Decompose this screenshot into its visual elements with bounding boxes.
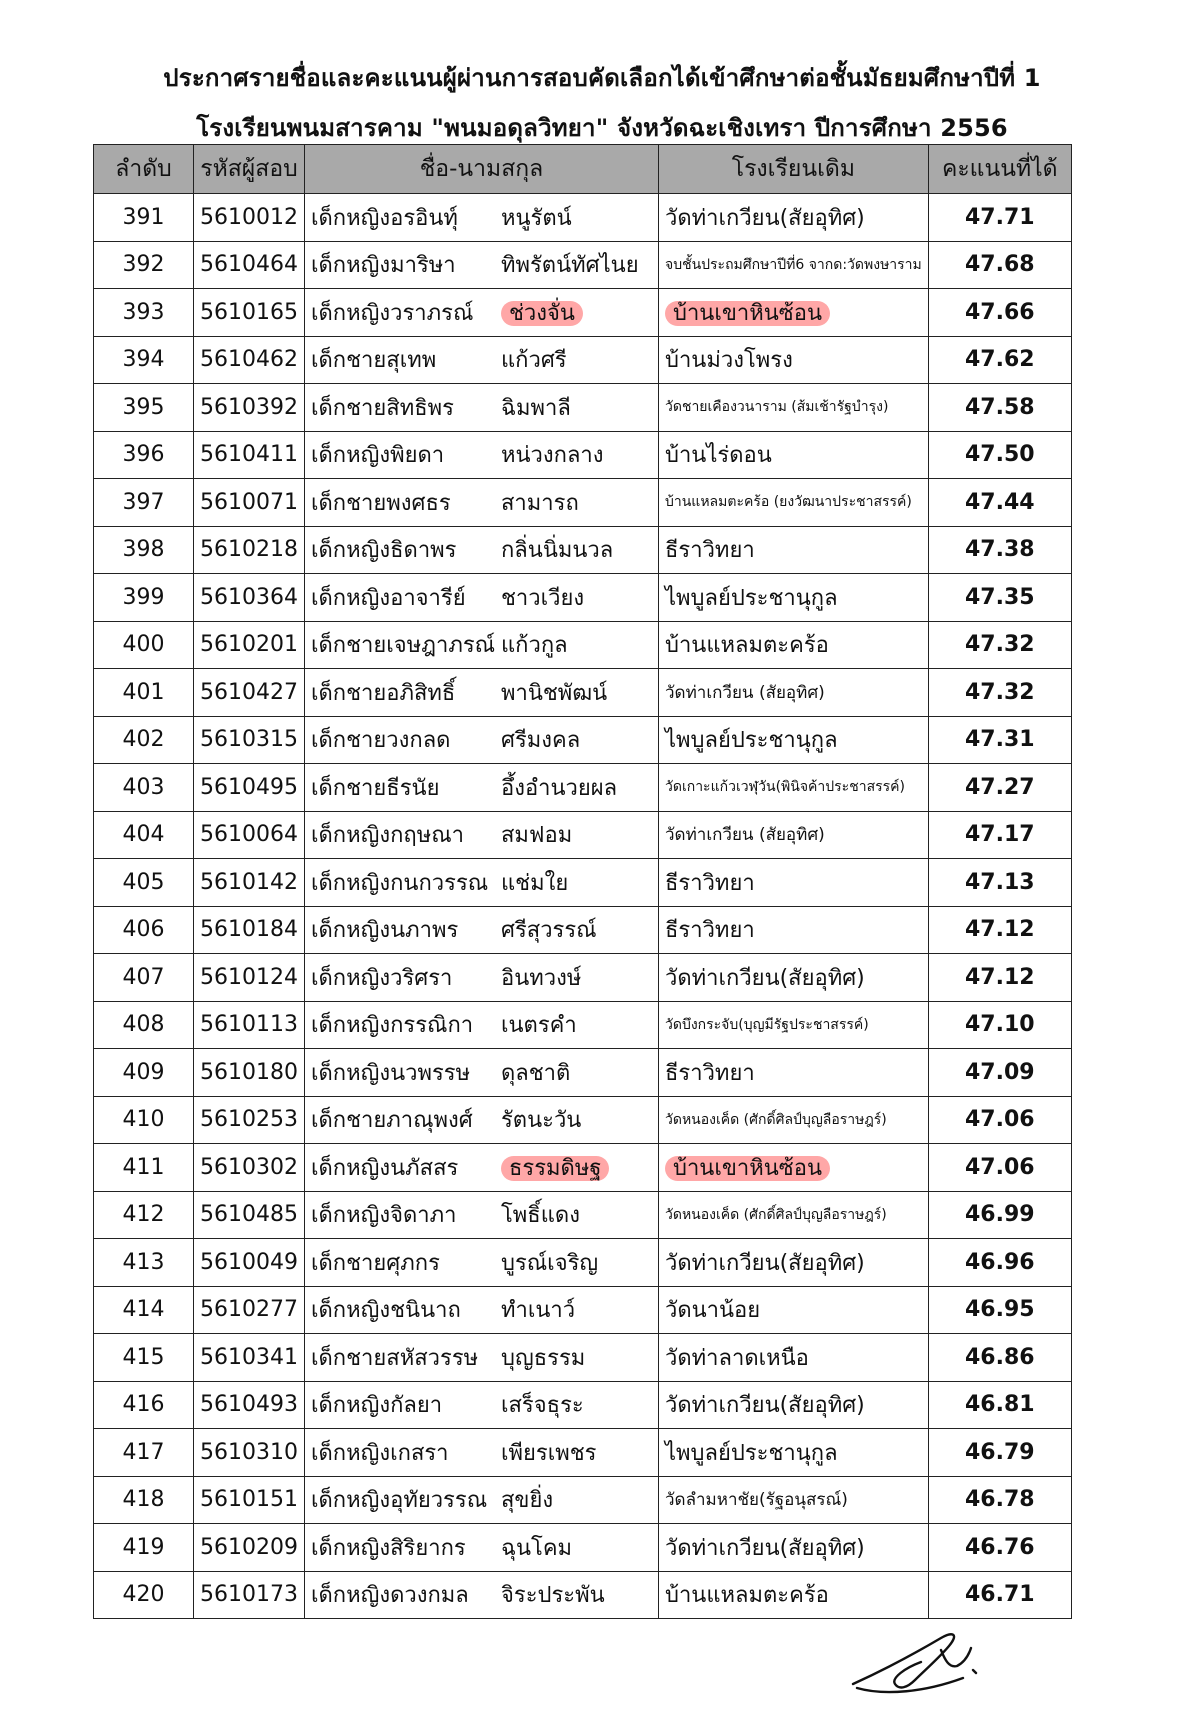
last-name: ดุลชาติ: [500, 1060, 571, 1086]
table-row: [94, 1476, 1072, 1524]
rank-cell: 394: [94, 336, 194, 384]
school-cell: [658, 1334, 928, 1382]
exam-id-cell: 5610427: [194, 669, 305, 717]
name-cell: [304, 1334, 658, 1382]
score-cell: 46.76: [928, 1524, 1071, 1572]
name-cell: [304, 954, 658, 1002]
first-name: เด็กหญิงอรอินทุ์: [310, 205, 458, 231]
header-school: โรงเรียนเดิม: [658, 145, 928, 194]
score-cell: 46.79: [928, 1429, 1071, 1477]
school-name: วัดชายเคืองวนาราม (ส้มเช้ารัฐบำรุง): [664, 399, 889, 416]
name-cell: [304, 859, 658, 907]
last-name: ชาวเวียง: [500, 585, 585, 611]
table-row: [94, 669, 1072, 717]
first-name: เด็กชายศุภกร: [310, 1250, 440, 1276]
exam-id-cell: 5610462: [194, 336, 305, 384]
name-cell: [304, 1381, 658, 1429]
rank-cell: 405: [94, 859, 194, 907]
school-name: วัดนาน้อย: [664, 1298, 761, 1324]
first-name: เด็กหญิงนภัสสร: [310, 1155, 459, 1181]
last-name: พานิชพัฒน์: [500, 680, 608, 706]
exam-id-cell: 5610184: [194, 906, 305, 954]
last-name: ฉุนโคม: [500, 1535, 573, 1561]
exam-id-cell: 5610277: [194, 1286, 305, 1334]
school-cell: [658, 1191, 928, 1239]
rank-cell: 398: [94, 526, 194, 574]
name-cell: [304, 621, 658, 669]
last-name: เนตรคำ: [500, 1013, 577, 1039]
rank-cell: 411: [94, 1144, 194, 1192]
first-name: เด็กหญิงกรรณิกา: [310, 1013, 474, 1039]
page-subtitle: โรงเรียนพนมสารคาม "พนมอดุลวิทยา" จังหวัดฉะเชิงเทรา ปีการศึกษา 2556: [196, 114, 1008, 142]
table-row: [94, 479, 1072, 527]
rank-cell: 417: [94, 1429, 194, 1477]
last-name: อินทวงษ์: [500, 965, 582, 991]
rank-cell: 408: [94, 1001, 194, 1049]
last-name: โพธิ์แดง: [500, 1203, 580, 1229]
first-name: เด็กหญิงเกสรา: [310, 1440, 449, 1466]
first-name: เด็กหญิงพิยดา: [310, 443, 445, 469]
school-name: ธีราวิทยา: [664, 538, 755, 564]
table-row: [94, 526, 1072, 574]
first-name: เด็กชายเจษฎาภรณ์: [310, 633, 496, 659]
first-name: เด็กชายสุเทพ: [310, 348, 437, 374]
table-row: [94, 1286, 1072, 1334]
school-cell: [658, 1144, 928, 1192]
school-cell: [658, 241, 928, 289]
exam-id-cell: 5610064: [194, 811, 305, 859]
exam-id-cell: 5610392: [194, 384, 305, 432]
table-header-row: [94, 145, 1072, 194]
table-row: [94, 1096, 1072, 1144]
first-name: เด็กหญิงกฤษณา: [310, 823, 465, 849]
school-name: บ้านเขาหินซ้อน: [665, 1156, 830, 1181]
exam-id-cell: 5610464: [194, 241, 305, 289]
score-cell: 46.81: [928, 1381, 1071, 1429]
school-name: วัดท่าเกวียน (สัยอุทิศ): [664, 682, 825, 703]
rank-cell: 412: [94, 1191, 194, 1239]
score-cell: 47.35: [928, 574, 1071, 622]
school-cell: [658, 1001, 928, 1049]
school-name: วัดท่าเกวียน(สัยอุทิศ): [664, 205, 865, 231]
header-rank: ลำดับ: [94, 145, 194, 194]
school-cell: [658, 431, 928, 479]
exam-id-cell: 5610411: [194, 431, 305, 479]
last-name: อึ้งอำนวยผล: [500, 775, 618, 801]
exam-id-cell: 5610218: [194, 526, 305, 574]
school-name: วัดลำมหาชัย(รัฐอนุสรณ์): [664, 1490, 848, 1511]
name-cell: [304, 906, 658, 954]
last-name: จิระประพัน: [500, 1583, 605, 1609]
table-row: [94, 1524, 1072, 1572]
last-name: หน่วงกลาง: [500, 443, 604, 469]
score-cell: 47.27: [928, 764, 1071, 812]
school-cell: [658, 574, 928, 622]
first-name: เด็กชายสิทธิพร: [310, 395, 454, 421]
exam-id-cell: 5610173: [194, 1571, 305, 1619]
first-name: เด็กหญิงวราภรณ์: [310, 300, 474, 326]
school-name: วัดท่าเกวียน(สัยอุทิศ): [664, 1250, 865, 1276]
exam-id-cell: 5610142: [194, 859, 305, 907]
rank-cell: 400: [94, 621, 194, 669]
first-name: เด็กหญิงมาริษา: [310, 253, 456, 279]
school-cell: [658, 621, 928, 669]
last-name: ศรีมงคล: [500, 728, 581, 754]
school-cell: [658, 1524, 928, 1572]
school-name: ไพบูลย์ประชานุกูล: [664, 1440, 838, 1466]
school-name: วัดหนองเค็ด (ศักดิ์ศิลป์บุญลือราษฎร์): [664, 1111, 887, 1128]
exam-id-cell: 5610151: [194, 1476, 305, 1524]
exam-id-cell: 5610315: [194, 716, 305, 764]
school-cell: [658, 764, 928, 812]
rank-cell: 420: [94, 1571, 194, 1619]
score-cell: 47.31: [928, 716, 1071, 764]
exam-id-cell: 5610180: [194, 1049, 305, 1097]
school-cell: [658, 1571, 928, 1619]
name-cell: [304, 1001, 658, 1049]
rank-cell: 418: [94, 1476, 194, 1524]
school-cell: [658, 906, 928, 954]
school-name: จบชั้นประถมศึกษาปีที่6 จากด:วัดพงษาราม: [664, 256, 922, 273]
school-name: บ้านแหลมตะคร้อ: [664, 633, 829, 659]
school-name: วัดท่าลาดเหนือ: [664, 1345, 809, 1371]
last-name: สมฟอม: [500, 823, 573, 849]
school-cell: [658, 1096, 928, 1144]
name-cell: [304, 289, 658, 337]
rank-cell: 399: [94, 574, 194, 622]
name-cell: [304, 574, 658, 622]
school-cell: [658, 859, 928, 907]
table-row: [94, 336, 1072, 384]
name-cell: [304, 384, 658, 432]
rank-cell: 401: [94, 669, 194, 717]
name-cell: [304, 526, 658, 574]
last-name: ฉิมพาลี: [500, 395, 571, 421]
table-row: [94, 1001, 1072, 1049]
rank-cell: 396: [94, 431, 194, 479]
name-cell: [304, 1476, 658, 1524]
rank-cell: 413: [94, 1239, 194, 1287]
exam-id-cell: 5610495: [194, 764, 305, 812]
page-title: ประกาศรายชื่อและคะแนนผู้ผ่านการสอบคัดเลือกได้เข้าศึกษาต่อชั้นมัธยมศึกษาปีที่ 1: [163, 64, 1041, 92]
rank-cell: 404: [94, 811, 194, 859]
rank-cell: 395: [94, 384, 194, 432]
table-row: [94, 906, 1072, 954]
rank-cell: 393: [94, 289, 194, 337]
exam-id-cell: 5610341: [194, 1334, 305, 1382]
name-cell: [304, 811, 658, 859]
first-name: เด็กชายภาณุพงศ์: [310, 1108, 473, 1134]
last-name: ทำเนาว์: [500, 1298, 576, 1324]
score-cell: 47.06: [928, 1096, 1071, 1144]
last-name: หนูรัตน์: [500, 205, 572, 231]
last-name: กลิ่นนิ่มนวล: [500, 538, 614, 564]
school-name: วัดท่าเกวียน(สัยอุทิศ): [664, 965, 865, 991]
school-cell: [658, 1476, 928, 1524]
last-name: ทิพรัตน์ทัศไนย: [500, 253, 639, 279]
first-name: เด็กหญิงนวพรรษ: [310, 1060, 471, 1086]
score-cell: 46.71: [928, 1571, 1071, 1619]
name-cell: [304, 1429, 658, 1477]
first-name: เด็กชายธีรนัย: [310, 775, 440, 801]
first-name: เด็กชายสหัสวรรษ: [310, 1345, 479, 1371]
header-exam-id: รหัสผู้สอบ: [194, 145, 305, 194]
name-cell: [304, 336, 658, 384]
first-name: เด็กหญิงชนินาถ: [310, 1298, 461, 1324]
table-row: [94, 954, 1072, 1002]
school-name: บ้านแหลมตะคร้อ (ยงวัฒนาประชาสรรค์): [664, 494, 912, 511]
school-cell: [658, 336, 928, 384]
name-cell: [304, 1144, 658, 1192]
table-row: [94, 241, 1072, 289]
school-cell: [658, 1286, 928, 1334]
rank-cell: 402: [94, 716, 194, 764]
school-cell: [658, 1049, 928, 1097]
exam-id-cell: 5610071: [194, 479, 305, 527]
table-row: [94, 811, 1072, 859]
last-name: บุญธรรม: [500, 1345, 586, 1371]
school-cell: [658, 1381, 928, 1429]
rank-cell: 391: [94, 194, 194, 242]
table-row: [94, 289, 1072, 337]
school-cell: [658, 526, 928, 574]
table-row: [94, 384, 1072, 432]
last-name: รัตนะวัน: [500, 1108, 582, 1134]
last-name: ศรีสุวรรณ์: [500, 918, 597, 944]
school-name: บ้านไร่ดอน: [664, 443, 772, 469]
last-name: แก้วกูล: [500, 633, 568, 659]
score-cell: 46.96: [928, 1239, 1071, 1287]
score-cell: 47.58: [928, 384, 1071, 432]
name-cell: [304, 1191, 658, 1239]
first-name: เด็กหญิงกนกวรรณ: [310, 870, 489, 896]
score-cell: 46.78: [928, 1476, 1071, 1524]
rank-cell: 414: [94, 1286, 194, 1334]
exam-id-cell: 5610485: [194, 1191, 305, 1239]
table-row: [94, 859, 1072, 907]
school-name: บ้านม่วงโพรง: [664, 348, 793, 374]
school-cell: [658, 669, 928, 717]
exam-id-cell: 5610165: [194, 289, 305, 337]
school-name: ธีราวิทยา: [664, 1060, 755, 1086]
school-name: วัดท่าเกวียน(สัยอุทิศ): [664, 1535, 865, 1561]
name-cell: [304, 1096, 658, 1144]
first-name: เด็กชายอภิสิทธิ์: [310, 680, 456, 706]
exam-id-cell: 5610201: [194, 621, 305, 669]
school-name: วัดหนองเค็ด (ศักดิ์ศิลป์บุญลือราษฎร์): [664, 1206, 887, 1223]
first-name: เด็กหญิงจิดาภา: [310, 1203, 457, 1229]
name-cell: [304, 431, 658, 479]
rank-cell: 410: [94, 1096, 194, 1144]
rank-cell: 406: [94, 906, 194, 954]
table-row: [94, 1191, 1072, 1239]
rank-cell: 415: [94, 1334, 194, 1382]
name-cell: [304, 1049, 658, 1097]
header-name: ชื่อ-นามสกุล: [304, 145, 658, 194]
name-cell: [304, 669, 658, 717]
name-cell: [304, 716, 658, 764]
rank-cell: 403: [94, 764, 194, 812]
table-row: [94, 1571, 1072, 1619]
signature-mark: [845, 1618, 985, 1698]
table-row: [94, 1049, 1072, 1097]
first-name: เด็กหญิงกัลยา: [310, 1393, 443, 1419]
table-row: [94, 716, 1072, 764]
school-name: บ้านแหลมตะคร้อ: [664, 1583, 829, 1609]
score-cell: 46.99: [928, 1191, 1071, 1239]
name-cell: [304, 1524, 658, 1572]
school-name: วัดบึงกระจับ(บุญมีรัฐประชาสรรค์): [664, 1016, 869, 1033]
school-name: ธีราวิทยา: [664, 870, 755, 896]
last-name: สุขยิ่ง: [500, 1488, 554, 1514]
school-cell: [658, 811, 928, 859]
table-row: [94, 1144, 1072, 1192]
score-cell: 47.44: [928, 479, 1071, 527]
name-cell: [304, 1239, 658, 1287]
first-name: เด็กหญิงธิดาพร: [310, 538, 457, 564]
exam-id-cell: 5610302: [194, 1144, 305, 1192]
first-name: เด็กหญิงนภาพร: [310, 918, 459, 944]
score-cell: 47.10: [928, 1001, 1071, 1049]
school-cell: [658, 1239, 928, 1287]
table-row: [94, 194, 1072, 242]
exam-id-cell: 5610124: [194, 954, 305, 1002]
table-row: [94, 621, 1072, 669]
score-cell: 47.68: [928, 241, 1071, 289]
header-score: คะแนนที่ได้: [928, 145, 1071, 194]
exam-id-cell: 5610493: [194, 1381, 305, 1429]
score-cell: 47.17: [928, 811, 1071, 859]
school-cell: [658, 1429, 928, 1477]
rank-cell: 409: [94, 1049, 194, 1097]
name-cell: [304, 241, 658, 289]
last-name: บูรณ์เจริญ: [500, 1250, 599, 1276]
first-name: เด็กหญิงอุทัยวรรณ: [310, 1488, 488, 1514]
exam-id-cell: 5610049: [194, 1239, 305, 1287]
table-row: [94, 431, 1072, 479]
exam-id-cell: 5610113: [194, 1001, 305, 1049]
school-name: ธีราวิทยา: [664, 918, 755, 944]
score-cell: 47.71: [928, 194, 1071, 242]
table-row: [94, 764, 1072, 812]
school-cell: [658, 954, 928, 1002]
school-cell: [658, 384, 928, 432]
name-cell: [304, 194, 658, 242]
score-cell: 47.38: [928, 526, 1071, 574]
school-name: วัดท่าเกวียน(สัยอุทิศ): [664, 1393, 865, 1419]
first-name: เด็กหญิงดวงกมล: [310, 1583, 469, 1609]
score-cell: 47.12: [928, 954, 1071, 1002]
name-cell: [304, 479, 658, 527]
rank-cell: 416: [94, 1381, 194, 1429]
table-row: [94, 1239, 1072, 1287]
score-cell: 47.50: [928, 431, 1071, 479]
last-name: เพียรเพชร: [500, 1440, 597, 1466]
table-row: [94, 1334, 1072, 1382]
score-cell: 47.09: [928, 1049, 1071, 1097]
last-name: แก้วศรี: [500, 348, 567, 374]
school-cell: [658, 716, 928, 764]
score-cell: 47.06: [928, 1144, 1071, 1192]
school-name: ไพบูลย์ประชานุกูล: [664, 585, 838, 611]
rank-cell: 392: [94, 241, 194, 289]
school-name: วัดท่าเกวียน (สัยอุทิศ): [664, 825, 825, 846]
exam-id-cell: 5610209: [194, 1524, 305, 1572]
school-cell: [658, 194, 928, 242]
name-cell: [304, 1571, 658, 1619]
last-name: ธรรมดิษฐ: [501, 1156, 610, 1181]
exam-id-cell: 5610310: [194, 1429, 305, 1477]
name-cell: [304, 764, 658, 812]
name-cell: [304, 1286, 658, 1334]
first-name: เด็กหญิงสิริยากร: [310, 1535, 466, 1561]
last-name: สามารถ: [500, 490, 579, 516]
score-cell: 47.32: [928, 669, 1071, 717]
exam-id-cell: 5610253: [194, 1096, 305, 1144]
school-name: บ้านเขาหินซ้อน: [665, 301, 830, 326]
school-cell: [658, 289, 928, 337]
rank-cell: 407: [94, 954, 194, 1002]
last-name: ช่วงจั่น: [501, 301, 583, 326]
last-name: เสร็จธุระ: [500, 1393, 584, 1419]
school-cell: [658, 479, 928, 527]
school-name: ไพบูลย์ประชานุกูล: [664, 728, 838, 754]
first-name: เด็กชายพงศธร: [310, 490, 451, 516]
score-cell: 46.86: [928, 1334, 1071, 1382]
score-cell: 47.62: [928, 336, 1071, 384]
exam-id-cell: 5610012: [194, 194, 305, 242]
table-row: [94, 574, 1072, 622]
rank-cell: 397: [94, 479, 194, 527]
exam-id-cell: 5610364: [194, 574, 305, 622]
rank-cell: 419: [94, 1524, 194, 1572]
school-name: วัดเกาะแก้วเวฬุวัน(พินิจค้าประชาสรรค์): [664, 779, 905, 796]
first-name: เด็กหญิงวริศรา: [310, 965, 453, 991]
results-table: [93, 144, 1072, 1619]
score-cell: 47.13: [928, 859, 1071, 907]
first-name: เด็กหญิงอาจารีย์: [310, 585, 466, 611]
score-cell: 47.12: [928, 906, 1071, 954]
score-cell: 47.32: [928, 621, 1071, 669]
score-cell: 47.66: [928, 289, 1071, 337]
table-row: [94, 1429, 1072, 1477]
table-row: [94, 1381, 1072, 1429]
last-name: แช่มใย: [500, 870, 569, 896]
score-cell: 46.95: [928, 1286, 1071, 1334]
first-name: เด็กชายวงกลด: [310, 728, 451, 754]
